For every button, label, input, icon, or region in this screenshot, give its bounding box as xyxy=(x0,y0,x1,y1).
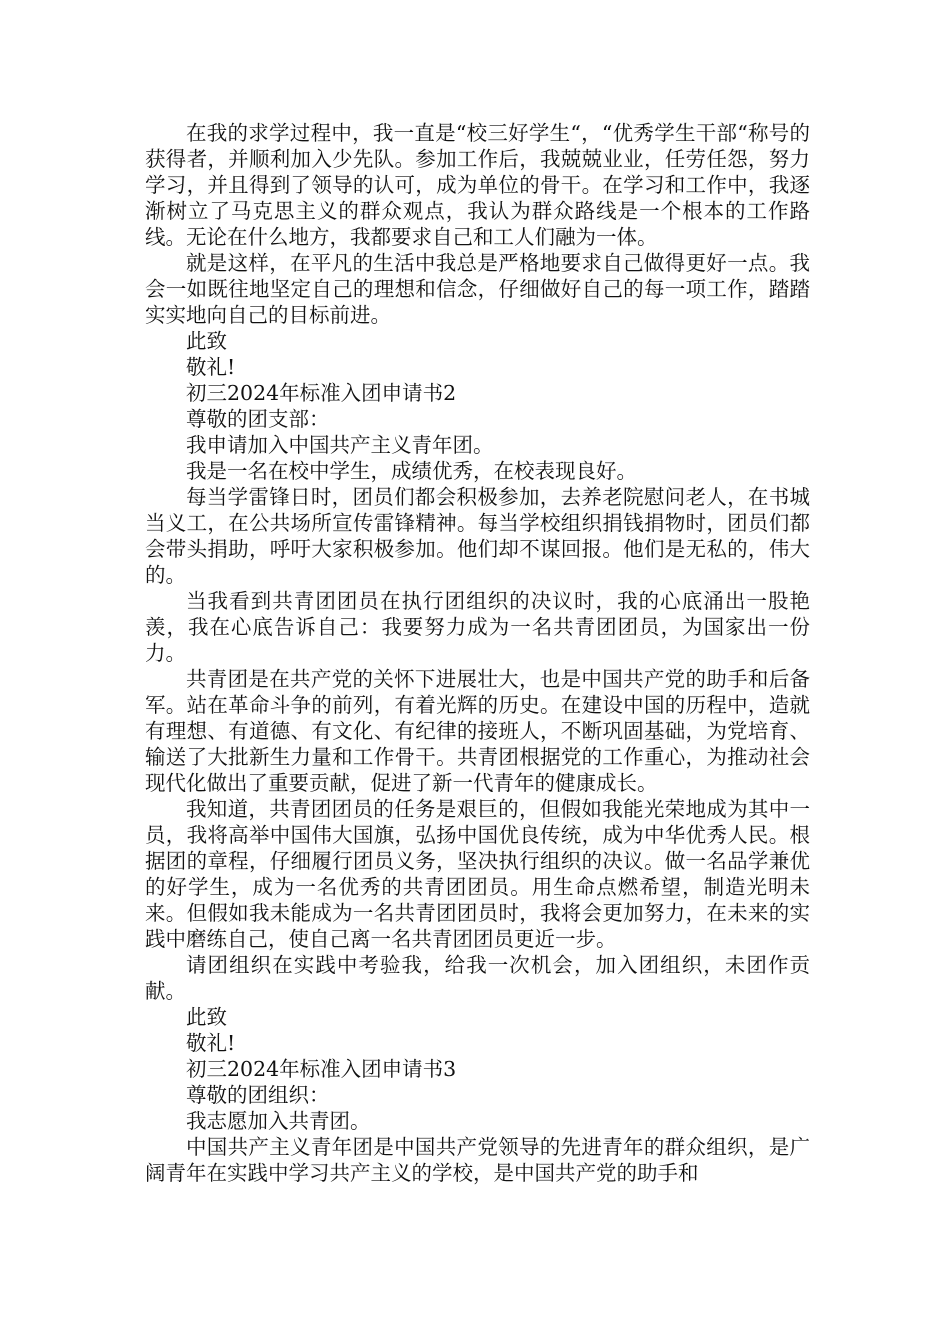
salutation-2: 尊敬的团支部： xyxy=(186,407,330,431)
paragraph-volunteer: 我志愿加入共青团。 xyxy=(186,1109,371,1133)
paragraph-league-definition: 中国共产主义青年团是中国共产党领导的先进青年的群众组织，是广阔青年在实践中学习共产主义的学校，是中国共产党的助手和 xyxy=(145,1135,810,1185)
closing-jingli-2: 敬礼! xyxy=(186,1031,236,1055)
paragraph-self-discipline: 就是这样，在平凡的生活中我总是严格地要求自己做得更好一点。我会一如既往地坚定自己的理想和信念，仔细做好自己的每一项工作，踏踏实实地向自己的目标前进。 xyxy=(145,251,810,327)
paragraph-student: 我是一名在校中学生，成绩优秀，在校表现良好。 xyxy=(186,459,637,483)
closing-cizhi-2: 此致 xyxy=(186,1005,227,1029)
document-page xyxy=(145,120,810,1186)
closing-cizhi: 此致 xyxy=(186,329,227,353)
section-title-2: 初三2024年标准入团申请书2 xyxy=(186,381,457,405)
paragraph-leifeng: 每当学雷锋日时，团员们都会积极参加，去养老院慰问老人，在书城当义工，在公共场所宣传雷锋精神。每当学校组织捐钱捐物时，团员们都会带头捐助，呼吁大家积极参加。他们却不谋回报。他们是无私的，伟大的。 xyxy=(145,485,810,587)
paragraph-league-history: 共青团是在共产党的关怀下进展壮大，也是中国共产党的助手和后备军。站在革命斗争的前列，有着光辉的历史。在建设中国的历程中，造就有理想、有道德、有文化、有纪律的接班人，不断巩固基础，为党培育、输送了大批新生力量和工作骨干。共青团根据党的工作重心，为推动社会现代化做出了重要贡献，促进了新一代青年的健康成长。 xyxy=(145,667,810,795)
closing-jingli: 敬礼! xyxy=(186,355,236,379)
section-title-3: 初三2024年标准入团申请书3 xyxy=(186,1057,457,1081)
paragraph-admiration: 当我看到共青团团员在执行团组织的决议时，我的心底涌出一股艳羡，我在心底告诉自己：我要努力成为一名共青团团员，为国家出一份力。 xyxy=(145,589,810,665)
paragraph-request: 请团组织在实践中考验我，给我一次机会，加入团组织，未团作贡献。 xyxy=(145,953,810,1003)
paragraph-apply: 我申请加入中国共产主义青年团。 xyxy=(186,433,494,457)
paragraph-duty: 我知道，共青团团员的任务是艰巨的，但假如我能光荣地成为其中一员，我将高举中国伟大国旗，弘扬中国优良传统，成为中华优秀人民。根据团的章程，仔细履行团员义务，坚决执行组织的决议。做一名品学兼优的好学生，成为一名优秀的共青团团员。用生命点燃希望，制造光明未来。但假如我未能成为一名共青团团员时，我将会更加努力，在未来的实践中磨练自己，使自己离一名共青团团员更近一步。 xyxy=(145,797,810,951)
salutation-3: 尊敬的团组织： xyxy=(186,1083,330,1107)
paragraph-school-record: 在我的求学过程中，我一直是“校三好学生“，“优秀学生干部“称号的获得者，并顺利加入少先队。参加工作后，我兢兢业业，任劳任怨，努力学习，并且得到了领导的认可，成为单位的骨干。在学习和工作中，我逐渐树立了马克思主义的群众观点，我认为群众路线是一个根本的工作路线。无论在什么地方，我都要求自己和工人们融为一体。 xyxy=(145,121,810,249)
